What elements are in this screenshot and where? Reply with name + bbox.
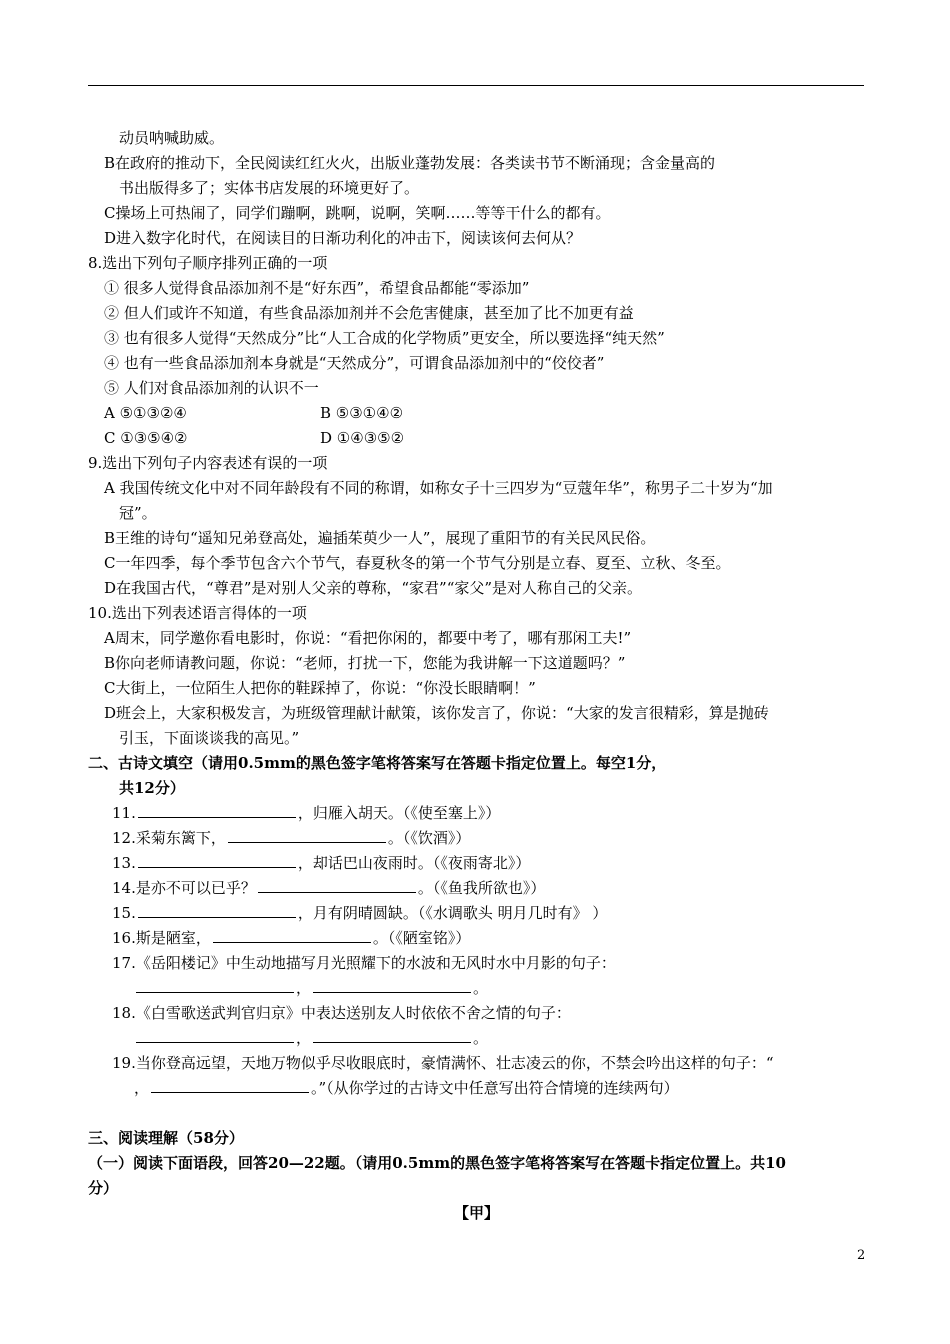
option-d: D班会上，大家积极发言，为班级管理献计献策，该你发言了，你说：“大家的发言很精彩，算是抛砖 bbox=[104, 704, 769, 722]
text-line: 动员呐喊助威。 bbox=[119, 129, 225, 147]
answer-blank[interactable] bbox=[228, 828, 386, 843]
question-8-stem: 8.选出下列句子顺序排列正确的一项 bbox=[88, 254, 328, 272]
section-3-heading: 三、阅读理解（58分） bbox=[88, 1129, 244, 1147]
sentence-5: ⑤ 人们对食品添加剂的认识不一 bbox=[104, 379, 319, 397]
option-d-cont: 引玉，下面谈谈我的高见。” bbox=[119, 729, 300, 747]
fill-question-18-answer bbox=[134, 1028, 488, 1048]
fill-question-19: 19.当你登高远望，天地万物似乎尽收眼底时，豪情满怀、壮志凌云的你，不禁会吟出这样的句子：“ bbox=[112, 1054, 774, 1072]
option-a: A ⑤①③②④ bbox=[104, 404, 187, 422]
q12-source: 。（《饮酒》） bbox=[387, 829, 471, 847]
q16-source: 。（《陋室铭》） bbox=[372, 929, 471, 947]
option-c: C大街上，一位陌生人把你的鞋踩掉了，你说：“你没长眼睛啊！” bbox=[104, 679, 536, 697]
text-line: C操场上可热闹了，同学们蹦啊，跳啊，说啊，笑啊……等等干什么的都有。 bbox=[104, 204, 611, 222]
period: 。 bbox=[473, 979, 489, 997]
answer-blank[interactable] bbox=[213, 928, 371, 943]
separator: ， bbox=[134, 1079, 150, 1097]
fill-question-14 bbox=[112, 878, 545, 898]
q14-text: 14.是亦不可以已乎？ bbox=[112, 879, 256, 897]
q14-source: 。（《鱼我所欲也》） bbox=[417, 879, 546, 897]
passage-label-jia: 【甲】 bbox=[454, 1204, 500, 1222]
fill-question-12 bbox=[112, 828, 470, 848]
answer-blank[interactable] bbox=[138, 903, 296, 918]
q13-number: 13. bbox=[112, 854, 136, 872]
q11-text: ，归雁入胡天。（《使至塞上》） bbox=[297, 804, 501, 822]
separator: ， bbox=[296, 1029, 312, 1047]
q15-text: ，月有阴晴圆缺。（《水调歌头 明月几时有》 ） bbox=[297, 904, 608, 922]
fill-question-18: 18.《白雪歌送武判官归京》中表达送别友人时依依不舍之情的句子： bbox=[112, 1004, 571, 1022]
option-c: C ①③⑤④② bbox=[104, 429, 188, 447]
answer-blank[interactable] bbox=[138, 803, 296, 818]
reading-part-1-heading: （一）阅读下面语段，回答20—22题。（请用0.5mm的黑色签字笔将答案写在答题卡指定位置上。共10 bbox=[88, 1154, 786, 1172]
question-10-stem: 10.选出下列表述语言得体的一项 bbox=[88, 604, 307, 622]
answer-blank[interactable] bbox=[136, 978, 294, 993]
q13-text: ，却话巴山夜雨时。（《夜雨寄北》） bbox=[297, 854, 531, 872]
text-line: D进入数字化时代，在阅读目的日渐功利化的冲击下，阅读该何去何从？ bbox=[104, 229, 582, 247]
fill-question-16 bbox=[112, 928, 470, 948]
page-number: 2 bbox=[857, 1248, 866, 1263]
fill-question-17-answer bbox=[134, 978, 488, 998]
q11-number: 11. bbox=[112, 804, 136, 822]
answer-blank[interactable] bbox=[313, 1028, 471, 1043]
period: 。 bbox=[473, 1029, 489, 1047]
section-2-heading-cont: 共12分） bbox=[119, 779, 185, 797]
option-a-cont: 冠”。 bbox=[119, 504, 157, 522]
header-rule bbox=[88, 85, 864, 86]
option-b: B王维的诗句“遥知兄弟登高处，遍插茱萸少一人”，展现了重阳节的有关民风民俗。 bbox=[104, 529, 656, 547]
answer-blank[interactable] bbox=[258, 878, 416, 893]
section-2-heading: 二、古诗文填空（请用0.5mm的黑色签字笔将答案写在答题卡指定位置上。每空1分， bbox=[88, 754, 667, 772]
fill-question-11 bbox=[112, 803, 500, 823]
answer-blank[interactable] bbox=[136, 1028, 294, 1043]
fill-question-19-answer bbox=[134, 1078, 679, 1098]
option-b: B你向老师请教问题，你说：“老师，打扰一下，您能为我讲解一下这道题吗？” bbox=[104, 654, 626, 672]
fill-question-13 bbox=[112, 853, 530, 873]
sentence-4: ④ 也有一些食品添加剂本身就是“天然成分”，可谓食品添加剂中的“佼佼者” bbox=[104, 354, 605, 372]
option-c: C一年四季，每个季节包含六个节气，春夏秋冬的第一个节气分别是立春、夏至、立秋、冬至。 bbox=[104, 554, 731, 572]
option-d: D ①④③⑤② bbox=[320, 429, 405, 447]
question-9-stem: 9.选出下列句子内容表述有误的一项 bbox=[88, 454, 328, 472]
q12-text: 12.采菊东篱下， bbox=[112, 829, 226, 847]
text-line: 书出版得多了；实体书店发展的环境更好了。 bbox=[119, 179, 420, 197]
separator: ， bbox=[296, 979, 312, 997]
fill-question-15 bbox=[112, 903, 607, 923]
option-a: A周末，同学邀你看电影时，你说：“看把你闲的，都要中考了，哪有那闲工夫!” bbox=[104, 629, 632, 647]
answer-blank[interactable] bbox=[151, 1078, 309, 1093]
answer-blank[interactable] bbox=[313, 978, 471, 993]
q19-instruction: 。”（从你学过的古诗文中任意写出符合情境的连续两句） bbox=[311, 1079, 679, 1097]
option-d: D在我国古代，“尊君”是对别人父亲的尊称，“家君”“家父”是对人称自己的父亲。 bbox=[104, 579, 643, 597]
answer-blank[interactable] bbox=[138, 853, 296, 868]
sentence-2: ② 但人们或许不知道，有些食品添加剂并不会危害健康，甚至加了比不加更有益 bbox=[104, 304, 634, 322]
sentence-1: ① 很多人觉得食品添加剂不是“好东西”，希望食品都能“零添加” bbox=[104, 279, 530, 297]
q16-text: 16.斯是陋室， bbox=[112, 929, 211, 947]
sentence-3: ③ 也有很多人觉得“天然成分”比“人工合成的化学物质”更安全，所以要选择“纯天然” bbox=[104, 329, 665, 347]
option-a: A 我国传统文化中对不同年龄段有不同的称谓，如称女子十三四岁为“豆蔻年华”，称男子二十岁为“加 bbox=[104, 479, 773, 497]
fill-question-17: 17.《岳阳楼记》中生动地描写月光照耀下的水波和无风时水中月影的句子： bbox=[112, 954, 616, 972]
reading-part-1-heading-cont: 分） bbox=[88, 1179, 119, 1197]
option-b: B ⑤③①④② bbox=[320, 404, 404, 422]
q15-number: 15. bbox=[112, 904, 136, 922]
text-line: B在政府的推动下，全民阅读红红火火，出版业蓬勃发展：各类读书节不断涌现；含金量高的 bbox=[104, 154, 716, 172]
